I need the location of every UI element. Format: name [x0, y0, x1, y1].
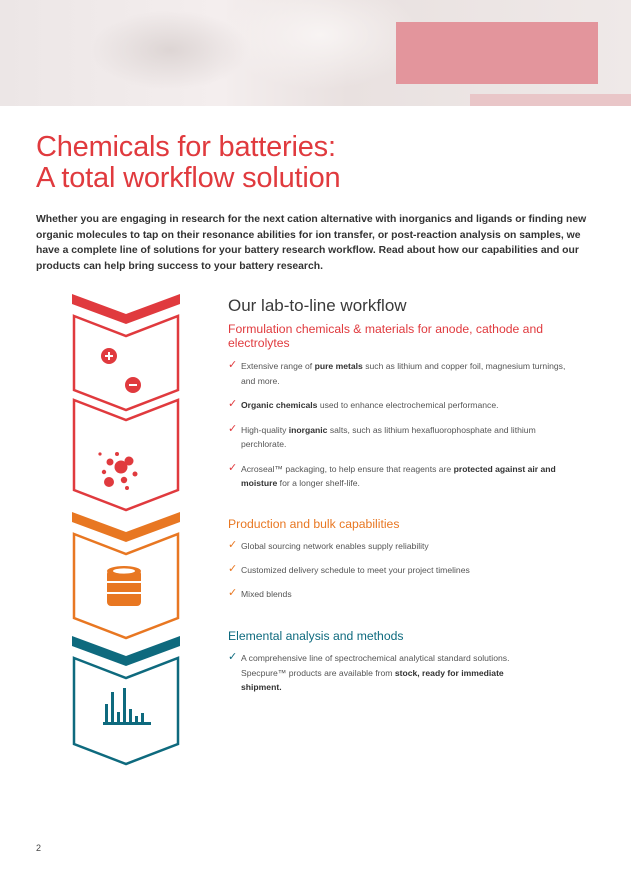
check-icon: ✓ [228, 539, 238, 551]
check-icon: ✓ [228, 563, 238, 575]
page-title-line2: A total workflow solution [36, 162, 341, 194]
red-chevron-segment-1 [74, 316, 178, 410]
hero-accent-strip [470, 94, 631, 106]
page-title [36, 132, 341, 194]
check-icon: ✓ [228, 398, 238, 410]
section-analysis-heading: Elemental analysis and methods [228, 629, 404, 643]
section-formulation-heading: Formulation chemicals & materials for anode, cathode and electrolytes [228, 322, 544, 350]
check-icon: ✓ [228, 422, 238, 435]
orange-chevron-cap [72, 512, 180, 542]
list-item: ✓ A comprehensive line of spectrochemical analytical standard solutions. Specpure™ products are available from stock, ready for immediate shipment. [228, 651, 510, 692]
list-item: ✓ Extensive range of pure metals such as lithium and copper foil, magnesium turnings, and more. [228, 359, 566, 386]
intro-paragraph: Whether you are engaging in research for the next cation alternative with inorganics and ligands or finding new organic molecules to tap on their resonance abilities for ion transfer, or post-reaction analysis on samples, we have a complete line of solutions for your battery research workflow. Read about how our capabilities and our products can help bring success to your battery research. [36, 214, 587, 272]
list-item: ✓ Customized delivery schedule to meet your project timelines [228, 563, 470, 575]
hero-blur-hand [90, 10, 250, 90]
workflow-chevron-graphic [72, 294, 180, 774]
section-production-heading: Production and bulk capabilities [228, 517, 400, 531]
page-title-line1: Chemicals for batteries: [36, 131, 336, 163]
red-chevron-cap [72, 294, 180, 324]
hero-blur-highlight [220, 0, 420, 90]
section-analysis-list [228, 651, 538, 695]
check-icon: ✓ [228, 359, 238, 371]
list-item: ✓ Organic chemicals used to enhance electrochemical performance. [228, 398, 499, 410]
section-formulation-list [228, 359, 578, 491]
teal-chevron-cap [72, 636, 180, 666]
page-number: 2 [36, 843, 42, 853]
workflow-heading: Our lab-to-line workflow [228, 296, 407, 315]
check-icon: ✓ [228, 651, 238, 663]
list-item: ✓ Global sourcing network enables supply reliability [228, 539, 429, 551]
hero-image [0, 0, 631, 106]
section-production-list [228, 539, 578, 602]
check-icon: ✓ [228, 587, 238, 599]
check-icon: ✓ [228, 461, 238, 474]
red-chevron-segment-2 [74, 400, 178, 510]
list-item: ✓ High-quality inorganic salts, such as lithium hexafluorophosphate and lithium perchlorate. [228, 422, 536, 449]
hero-accent-box [396, 22, 598, 84]
list-item: ✓ Mixed blends [228, 587, 292, 599]
list-item: ✓ Acroseal™ packaging, to help ensure that reagents are protected against air and moisture for a longer shelf-life. [228, 461, 556, 488]
database-stack-icon [107, 566, 141, 606]
